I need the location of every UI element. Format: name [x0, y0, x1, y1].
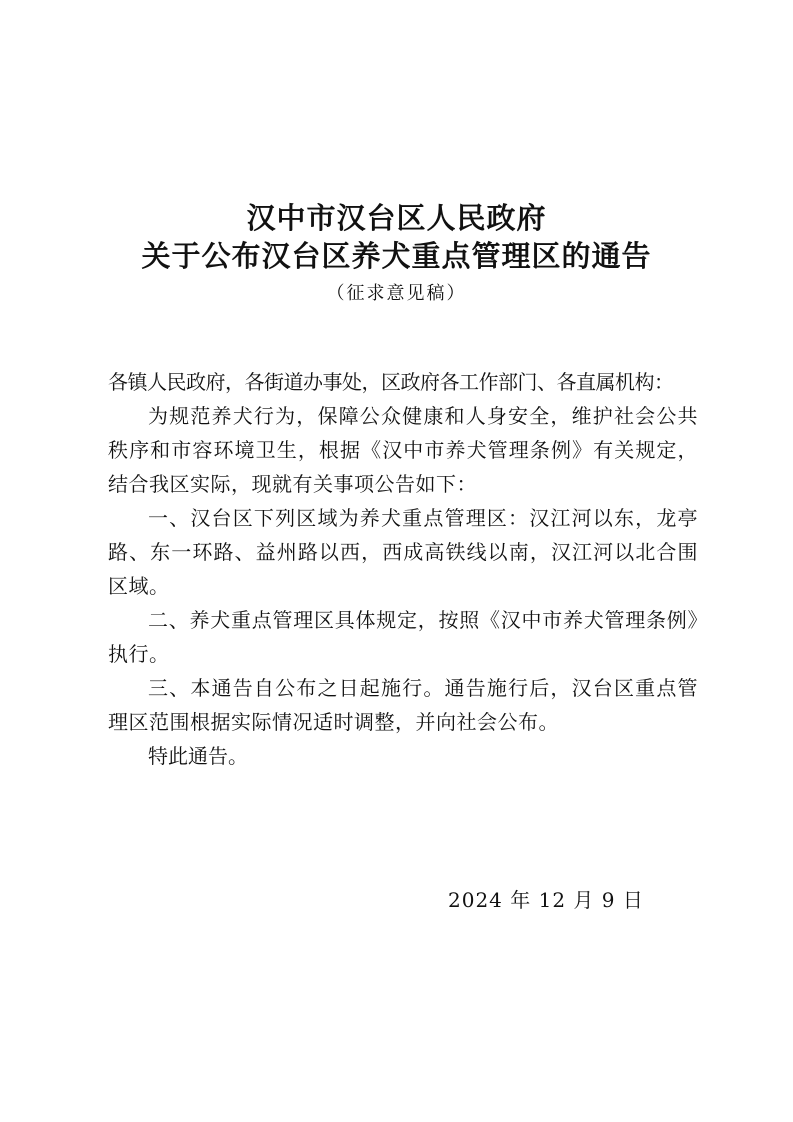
document-title-line-2: 关于公布汉台区养犬重点管理区的通告	[141, 239, 652, 273]
issue-date: 2024 年 12 月 9 日	[448, 888, 644, 912]
paragraph-item-1: 一、汉台区下列区域为养犬重点管理区：汉江河以东，龙亭路、东一环路、益州路以西，西成高铁线以南，汉江河以北合围区域。	[108, 506, 698, 598]
draft-subtitle: （征求意见稿）	[326, 283, 467, 304]
paragraph-preamble: 为规范养犬行为，保障公众健康和人身安全，维护社会公共秩序和市容环境卫生，根据《汉中市养犬管理条例》有关规定，结合我区实际，现就有关事项公告如下：	[108, 404, 698, 496]
document-title-line-1: 汉中市汉台区人民政府	[246, 201, 547, 235]
closing-statement: 特此通告。	[148, 744, 248, 768]
paragraph-item-3: 三、本通告自公布之日起施行。通告施行后，汉台区重点管理区范围根据实际情况适时调整，并向社会公布。	[108, 676, 698, 734]
paragraph-item-2: 二、养犬重点管理区具体规定，按照《汉中市养犬管理条例》执行。	[108, 608, 698, 666]
salutation: 各镇人民政府，各街道办事处，区政府各工作部门、各直属机构：	[108, 370, 674, 394]
notice-body	[108, 365, 698, 773]
title-block	[0, 199, 793, 306]
